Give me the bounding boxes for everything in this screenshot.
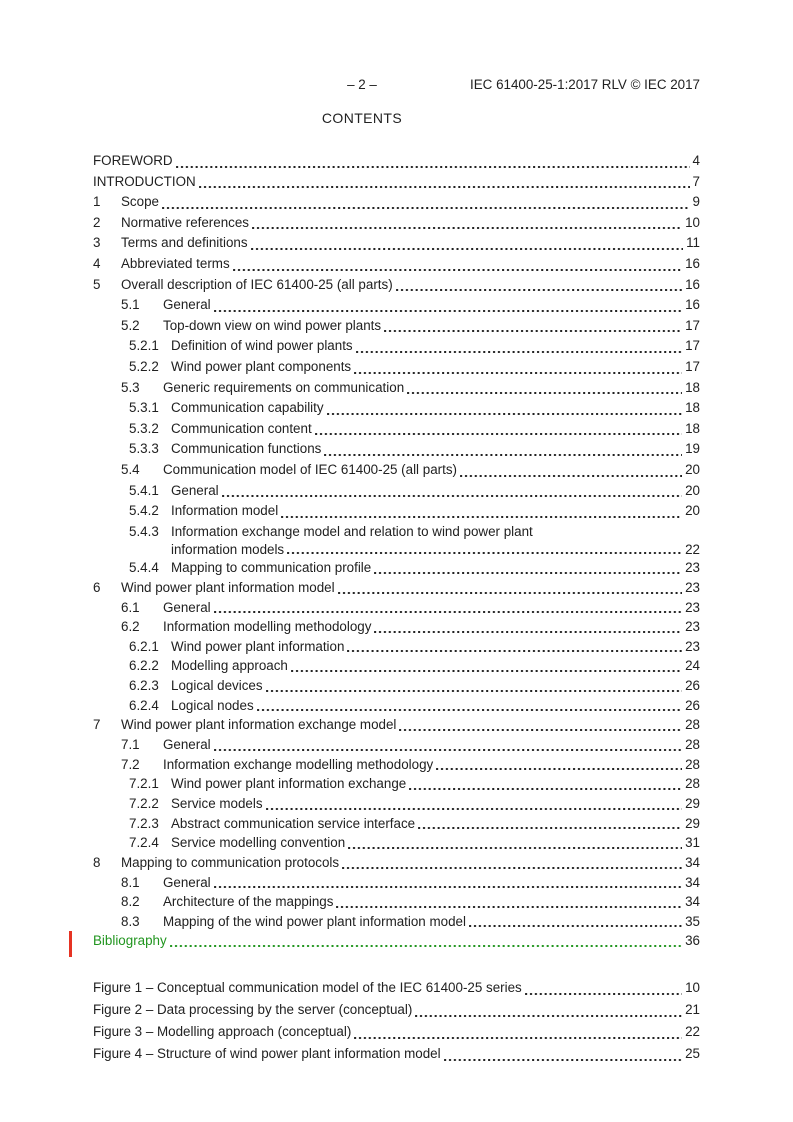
leader-dots xyxy=(323,439,683,460)
toc-entry-number: 8.3 xyxy=(121,913,140,929)
toc-entry-label: Abstract communication service interface xyxy=(171,815,416,831)
header-document-reference: IEC 61400-25-1:2017 RLV © IEC 2017 xyxy=(470,77,700,92)
leader-dots xyxy=(286,542,683,558)
toc-entry[interactable] xyxy=(93,316,700,337)
toc-entry[interactable] xyxy=(93,774,700,794)
leader-dots xyxy=(395,275,683,296)
page-header xyxy=(0,76,793,93)
toc-entry-page: 19 xyxy=(685,441,700,457)
toc-entry-number: 6.2.1 xyxy=(129,638,159,654)
leader-dots xyxy=(280,501,683,522)
toc-entry[interactable] xyxy=(93,275,700,296)
toc-entry-page: 26 xyxy=(685,697,700,713)
leader-dots xyxy=(468,912,683,932)
toc-entry-page: 24 xyxy=(685,658,700,674)
toc-entry-label: General xyxy=(163,599,211,615)
toc-entry-page: 23 xyxy=(685,579,700,595)
toc-entry-page: 28 xyxy=(685,776,700,792)
toc-entry-page: 7 xyxy=(692,173,700,189)
toc-entry[interactable] xyxy=(93,233,700,254)
toc-entry-label: General xyxy=(171,482,219,498)
toc-entry-number: 5.4.2 xyxy=(129,503,159,519)
figures-list xyxy=(93,977,700,1065)
toc-entry-page: 23 xyxy=(685,638,700,654)
toc-entry-label: General xyxy=(163,737,211,753)
leader-dots xyxy=(341,853,683,873)
toc-entry-number: 5.4.4 xyxy=(129,560,159,576)
leader-dots xyxy=(198,172,691,193)
leader-dots xyxy=(347,833,683,853)
toc-entry-label: Service modelling convention xyxy=(171,835,346,851)
toc-entry-number: 6.2.3 xyxy=(129,678,159,694)
toc-entry[interactable] xyxy=(93,558,700,578)
toc-entry-page: 17 xyxy=(685,338,700,354)
toc-entry[interactable] xyxy=(93,254,700,275)
toc-entry-label: Bibliography xyxy=(93,933,167,949)
toc-entry-label: Abbreviated terms xyxy=(121,255,230,271)
toc-entry-label: Generic requirements on communication xyxy=(163,379,405,395)
toc-entry[interactable] xyxy=(93,814,700,834)
leader-dots xyxy=(337,578,683,598)
leader-dots xyxy=(169,931,683,951)
toc-entry-label: Communication content xyxy=(171,420,312,436)
toc-entry-page: 35 xyxy=(685,913,700,929)
toc-entry-number: 5.3.1 xyxy=(129,400,159,416)
toc-entry-number: 8 xyxy=(93,854,101,870)
toc-entry[interactable] xyxy=(93,676,700,696)
figure-entry-label: Figure 4 – Structure of wind power plant information model xyxy=(93,1045,441,1061)
toc-entry-page: 23 xyxy=(685,560,700,576)
toc-entry-page: 20 xyxy=(685,503,700,519)
toc-entry-number: 5.3.3 xyxy=(129,441,159,457)
toc-entry[interactable] xyxy=(93,656,700,676)
toc-entry[interactable] xyxy=(93,892,700,912)
toc-entry-page: 10 xyxy=(685,214,700,230)
toc-entry-page: 17 xyxy=(685,358,700,374)
toc-entry[interactable] xyxy=(93,578,700,598)
toc-entry-page: 26 xyxy=(685,678,700,694)
leader-dots xyxy=(213,735,683,755)
leader-dots xyxy=(221,481,683,502)
toc-entry-number: 5.2.1 xyxy=(129,338,159,354)
figure-entry[interactable] xyxy=(93,999,700,1021)
figure-entry[interactable] xyxy=(93,1021,700,1043)
toc-entry-number: 6.2.2 xyxy=(129,658,159,674)
toc-entry[interactable] xyxy=(93,794,700,814)
toc-entry-label: Communication functions xyxy=(171,441,322,457)
leader-dots xyxy=(346,637,683,657)
toc-entry[interactable] xyxy=(93,637,700,657)
leader-dots xyxy=(383,316,683,337)
toc-entry-page: 29 xyxy=(685,795,700,811)
figure-entry-label: Figure 1 – Conceptual communication model of the IEC 61400-25 series xyxy=(93,980,522,995)
leader-dots xyxy=(232,254,683,275)
toc-entry-number: 5.3 xyxy=(121,379,140,395)
toc-entry-label: Logical devices xyxy=(171,678,263,694)
toc-entry-label: Wind power plant information exchange model xyxy=(121,717,397,733)
leader-dots xyxy=(406,378,683,399)
toc-entry-page: 31 xyxy=(685,835,700,851)
toc-entry[interactable] xyxy=(93,542,700,558)
toc-entry-label: information models xyxy=(171,542,285,558)
toc-entry-number: 7.2.1 xyxy=(129,776,159,792)
toc-entry-label: Wind power plant information model xyxy=(121,579,335,595)
figure-entry[interactable] xyxy=(93,977,700,999)
leader-dots xyxy=(524,977,683,999)
toc-entry-label: Overall description of IEC 61400-25 (all parts) xyxy=(121,276,393,292)
toc-entry-label: Modelling approach xyxy=(171,658,288,674)
toc-entry-label: Top-down view on wind power plants xyxy=(163,317,382,333)
leader-dots xyxy=(414,999,683,1021)
toc-entry[interactable] xyxy=(93,931,700,951)
leader-dots xyxy=(355,336,683,357)
figure-entry-label: Figure 2 – Data processing by the server (conceptual) xyxy=(93,1001,413,1017)
toc-entry-page: 34 xyxy=(685,854,700,870)
toc-entry-page: 17 xyxy=(685,317,700,333)
toc-entry-number: 7.2 xyxy=(121,756,140,772)
toc-entry-page: 28 xyxy=(685,756,700,772)
toc-entry-label: Definition of wind power plants xyxy=(171,338,353,354)
toc-entry-number: 7.2.2 xyxy=(129,795,159,811)
toc-entry-page: 22 xyxy=(685,542,700,558)
toc-entry[interactable] xyxy=(93,295,700,316)
leader-dots xyxy=(290,656,683,676)
leader-dots xyxy=(335,892,683,912)
toc-entry-label: General xyxy=(163,297,211,313)
leader-dots xyxy=(353,357,683,378)
toc-entry-page: 9 xyxy=(692,194,700,210)
leader-dots xyxy=(408,774,683,794)
toc-entry[interactable] xyxy=(93,192,700,213)
toc-entry-number: 5 xyxy=(93,276,101,292)
figure-entry[interactable] xyxy=(93,1043,700,1065)
toc-entry-page: 16 xyxy=(685,255,700,271)
toc-entry-number: 3 xyxy=(93,235,101,251)
toc-entry[interactable] xyxy=(93,460,700,481)
toc-entry[interactable] xyxy=(93,853,700,873)
toc-entry[interactable] xyxy=(93,735,700,755)
leader-dots xyxy=(398,715,683,735)
leader-dots xyxy=(213,295,683,316)
toc-entry-label: Scope xyxy=(121,194,159,210)
toc-entry[interactable] xyxy=(93,598,700,618)
toc-entry[interactable] xyxy=(93,151,700,172)
toc-entry[interactable] xyxy=(93,481,700,502)
toc-entry[interactable] xyxy=(93,439,700,460)
toc-entry[interactable] xyxy=(93,357,700,378)
toc-entry-number: 7.2.3 xyxy=(129,815,159,831)
toc-entry-page: 28 xyxy=(685,717,700,733)
figure-entry-page: 22 xyxy=(685,1023,700,1039)
leader-dots xyxy=(314,419,683,440)
toc-entry-label: Information model xyxy=(171,503,279,519)
toc-entry-label: Service models xyxy=(171,795,263,811)
toc-entry-label: General xyxy=(163,874,211,890)
leader-dots xyxy=(435,755,683,775)
toc-entry[interactable] xyxy=(93,398,700,419)
leader-dots xyxy=(161,192,691,213)
toc-entry-label: Mapping of the wind power plant information model xyxy=(163,913,466,929)
toc-entry-page: 34 xyxy=(685,894,700,910)
toc-entry[interactable] xyxy=(93,912,700,932)
leader-dots xyxy=(373,617,683,637)
toc-entry-page: 20 xyxy=(685,461,700,477)
toc-entry[interactable] xyxy=(93,522,700,543)
toc-entry-number: 5.2 xyxy=(121,317,140,333)
toc-entry-page: 36 xyxy=(685,933,700,949)
leader-dots xyxy=(256,696,683,716)
toc-entry-number: 8.2 xyxy=(121,894,140,910)
change-bar xyxy=(69,931,72,957)
figure-entry-page: 25 xyxy=(685,1045,700,1061)
leader-dots xyxy=(459,460,683,481)
toc-entry-page: 16 xyxy=(685,276,700,292)
toc-entry-label: Logical nodes xyxy=(171,697,254,713)
toc-entry[interactable] xyxy=(93,172,700,193)
toc-entry-number: 6 xyxy=(93,579,101,595)
toc-entry[interactable] xyxy=(93,755,700,775)
figure-entry-page: 10 xyxy=(685,980,700,995)
toc-entry-label: Mapping to communication protocols xyxy=(121,854,340,870)
toc-entry-label: Communication model of IEC 61400-25 (all parts) xyxy=(163,461,457,477)
toc-entry-label: FOREWORD xyxy=(93,153,173,168)
leader-dots xyxy=(175,151,691,172)
toc-entry-number: 8.1 xyxy=(121,874,140,890)
toc-entry-label: Wind power plant information xyxy=(171,638,345,654)
toc-entry-label: Communication capability xyxy=(171,400,324,416)
figure-entry-page: 21 xyxy=(685,1001,700,1017)
toc-entry-page: 20 xyxy=(685,482,700,498)
toc-entry-page: 4 xyxy=(692,153,700,168)
toc-entry[interactable] xyxy=(93,833,700,853)
leader-dots xyxy=(265,676,684,696)
toc-entry-number: 5.4.3 xyxy=(129,523,159,539)
toc-entry-page: 34 xyxy=(685,874,700,890)
toc-entry-number: 5.4 xyxy=(121,461,140,477)
toc-entry[interactable] xyxy=(93,213,700,234)
toc-entry-page: 11 xyxy=(686,235,700,251)
toc-entry-number: 7.2.4 xyxy=(129,835,159,851)
leader-dots xyxy=(213,873,683,893)
toc-entry-label: Wind power plant components xyxy=(171,358,352,374)
leader-dots xyxy=(265,794,684,814)
contents-title: CONTENTS xyxy=(321,110,403,126)
leader-dots xyxy=(213,598,683,618)
toc-entry-number: 5.1 xyxy=(121,297,140,313)
toc-entry-number: 5.4.1 xyxy=(129,482,159,498)
toc-entry-label: Mapping to communication profile xyxy=(171,560,372,576)
toc-entry-number: 6.1 xyxy=(121,599,140,615)
toc-entry-number: 6.2.4 xyxy=(129,697,159,713)
toc-entry-page: 18 xyxy=(685,400,700,416)
toc-entry[interactable] xyxy=(93,501,700,522)
leader-dots xyxy=(250,233,685,254)
toc-entry-label: Wind power plant information exchange xyxy=(171,776,407,792)
toc-entry[interactable] xyxy=(93,378,700,399)
toc-entry-label: Information exchange modelling methodology xyxy=(163,756,434,772)
toc-entry-label: Terms and definitions xyxy=(121,235,248,251)
toc-entry-label: Architecture of the mappings xyxy=(163,894,334,910)
leader-dots xyxy=(443,1043,684,1065)
toc-entry-page: 23 xyxy=(685,599,700,615)
toc-entry[interactable] xyxy=(93,419,700,440)
toc-list xyxy=(93,151,700,951)
toc-entry[interactable] xyxy=(93,617,700,637)
leader-dots xyxy=(353,1021,683,1043)
toc-entry[interactable] xyxy=(93,873,700,893)
toc-entry-label: Information modelling methodology xyxy=(163,619,372,635)
toc-entry-label: INTRODUCTION xyxy=(93,173,196,189)
toc-entry-label: Normative references xyxy=(121,214,250,230)
leader-dots xyxy=(417,814,683,834)
toc-entry-number: 5.2.2 xyxy=(129,358,159,374)
toc-entry[interactable] xyxy=(93,696,700,716)
toc-entry-page: 28 xyxy=(685,737,700,753)
leader-dots xyxy=(251,213,683,234)
toc-entry-number: 2 xyxy=(93,214,101,230)
toc-entry-number: 5.3.2 xyxy=(129,420,159,436)
figure-entry-label: Figure 3 – Modelling approach (conceptual) xyxy=(93,1023,352,1039)
toc-entry-page: 16 xyxy=(685,297,700,313)
toc-entry-page: 23 xyxy=(685,619,700,635)
toc-entry-page: 18 xyxy=(685,420,700,436)
header-page-number: – 2 – xyxy=(347,77,377,92)
toc-entry-number: 7 xyxy=(93,717,101,733)
toc-entry-label: Information exchange model and relation to wind power plant xyxy=(171,523,533,539)
toc-entry-number: 6.2 xyxy=(121,619,140,635)
leader-dots xyxy=(373,558,683,578)
toc-entry-number: 1 xyxy=(93,194,101,210)
toc-entry[interactable] xyxy=(93,336,700,357)
toc-entry-number: 4 xyxy=(93,255,101,271)
leader-dots xyxy=(326,398,684,419)
toc-entry[interactable] xyxy=(93,715,700,735)
toc-entry-page: 18 xyxy=(685,379,700,395)
toc-entry-number: 7.1 xyxy=(121,737,140,753)
toc-entry-page: 29 xyxy=(685,815,700,831)
